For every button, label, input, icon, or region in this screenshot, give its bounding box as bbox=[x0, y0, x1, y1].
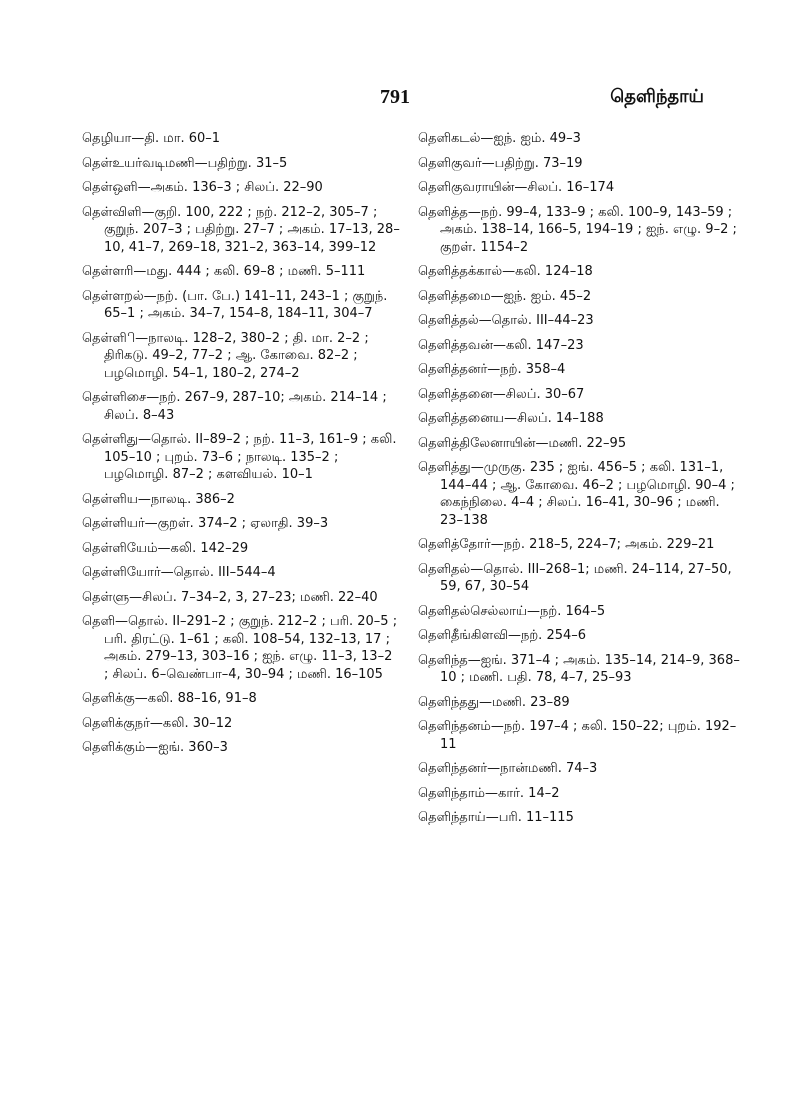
index-entry: தெளிக்கும்—ஐங். 360–3 bbox=[82, 740, 228, 755]
index-entry: தெள்ளிி—நாலடி. 128–2, 380–2 ; தி. மா. 2–2 ; திரிகடு. 49–2, 77–2 ; ஆ. கோவை. 82–2 ; பழமொழி. 54–1, 180–2, 274–2 bbox=[82, 330, 369, 381]
index-entry: தெள்ளியோர்—தொல். III–544–4 bbox=[82, 565, 276, 580]
index-entry: தெளிகுவராயின்—சிலப். 16–174 bbox=[418, 180, 615, 195]
index-entry: தெளிகடல்—ஐந். ஐம். 49–3 bbox=[418, 131, 581, 146]
index-entry: தெள்ளியேம்—கலி. 142–29 bbox=[82, 540, 249, 556]
index-entry: தெள்ஒளி—அகம். 136–3 ; சிலப். 22–90 bbox=[82, 180, 323, 195]
index-entry: தெளித்திலேனாயின்—மணி. 22–95 bbox=[418, 435, 627, 451]
index-entry: தெள்ளறல்—நற். (பா. பே.) 141–11, 243–1 ; குறுந். 65–1 ; அகம். 34–7, 154–8, 184–11, 304–7 bbox=[82, 288, 388, 321]
index-entry: தெளித்தவன்—கலி. 147–23 bbox=[418, 337, 584, 353]
index-entry: தெளிக்கு—கலி. 88–16, 91–8 bbox=[82, 691, 257, 706]
index-entry: தெளித்தோர்—நற். 218–5, 224–7; அகம். 229–21 bbox=[418, 537, 715, 552]
guide-word: தெளிந்தாய் bbox=[610, 86, 704, 107]
index-entry: தெளித்தனை—சிலப். 30–67 bbox=[418, 386, 585, 402]
index-entry: தெள்ளிய—நாலடி. 386–2 bbox=[82, 491, 235, 507]
index-entry: தெளிந்தனம்—நற். 197–4 ; கலி. 150–22; புறம். 192–11 bbox=[418, 719, 737, 752]
index-entry: தெள்ளியர்—குறள். 374–2 ; ஏலாதி. 39–3 bbox=[82, 516, 329, 531]
page-header bbox=[0, 86, 800, 116]
index-entry: தெளித்தமை—ஐந். ஐம். 45–2 bbox=[418, 288, 592, 304]
index-entry: தெள்உயர்வடிமணி—பதிற்று. 31–5 bbox=[82, 155, 288, 171]
index-entry: தெளி—தொல். II–291–2 ; குறுந். 212–2 ; பரி. 20–5 ; பரி. திரட்டு. 1–61 ; கலி. 108–54, 132–13, 17 ; அகம். 279–13, 303–16 ; ஐந். எழு. 11–3, 13–2 ; சிலப். 6–வெண்பா–4, 30–94 ; மணி. 16–105 bbox=[82, 614, 398, 682]
index-entry: தெளிந்த—ஐங். 371–4 ; அகம். 135–14, 214–9, 368–10 ; மணி. பதி. 78, 4–7, 25–93 bbox=[418, 652, 740, 685]
index-entry: தெளிந்தனர்—நான்மணி. 74–3 bbox=[418, 761, 598, 776]
index-entry: தெளிதல்—தொல். III–268–1; மணி. 24–114, 27–50, 59, 67, 30–54 bbox=[418, 561, 732, 594]
index-entry: தெளிந்தாய்—பரி. 11–115 bbox=[418, 810, 574, 825]
left-column bbox=[82, 130, 400, 764]
index-entry: தெளித்தல்—தொல். III–44–23 bbox=[418, 313, 594, 328]
index-entry: தெள்ளரி—மது. 444 ; கலி. 69–8 ; மணி. 5–111 bbox=[82, 264, 366, 279]
page-number: 791 bbox=[380, 86, 410, 108]
index-entry: தெளித்தனைய—சிலப். 14–188 bbox=[418, 411, 604, 426]
index-entry: தெளிந்தாம்—கார். 14–2 bbox=[418, 785, 560, 801]
index-entry: தெள்விளி—குறி. 100, 222 ; நற். 212–2, 305–7 ; குறுந். 207–3 ; பதிற்று. 27–7 ; அகம். 17–13, 28–10, 41–7, 269–18, 321–2, 363–14, 399–12 bbox=[82, 204, 400, 255]
index-entry: தெளித்து—முருகு. 235 ; ஐங். 456–5 ; கலி. 131–1, 144–44 ; ஆ. கோவை. 46–2 ; பழமொழி. 90–4 ; கைந்நிலை. 4–4 ; சிலப். 16–41, 30–96 ; மணி. 23–138 bbox=[418, 460, 735, 528]
index-entry: தெளிகுவர்—பதிற்று. 73–19 bbox=[418, 155, 583, 171]
right-column bbox=[418, 130, 740, 834]
index-entry: தெள்ளிசை—நற். 267–9, 287–10; அகம். 214–14 ; சிலப். 8–43 bbox=[82, 390, 387, 423]
index-entry: தெள்ளு—சிலப். 7–34–2, 3, 27–23; மணி. 22–40 bbox=[82, 589, 378, 605]
index-entry: தெளித்த—நற். 99–4, 133–9 ; கலி. 100–9, 143–59 ; அகம். 138–14, 166–5, 194–19 ; ஐந். எழு. 9–2 ; குறள். 1154–2 bbox=[418, 204, 737, 255]
index-entry: தெளிதீங்கிளவி—நற். 254–6 bbox=[418, 628, 587, 643]
index-entry: தெளிந்தது—மணி. 23–89 bbox=[418, 694, 570, 710]
index-entry: தெளிக்குநர்—கலி. 30–12 bbox=[82, 715, 233, 731]
index-entry: தெளிதல்செல்லாய்—நற். 164–5 bbox=[418, 603, 606, 619]
index-entry: தெள்ளிது—தொல். II–89–2 ; நற். 11–3, 161–9 ; கலி. 105–10 ; புறம். 73–6 ; நாலடி. 135–2 ; பழமொழி. 87–2 ; களவியல். 10–1 bbox=[82, 432, 397, 482]
index-entry: தெளித்தனர்—நற். 358–4 bbox=[418, 362, 566, 377]
index-entry: தெளித்தக்கால்—கலி. 124–18 bbox=[418, 264, 593, 279]
index-entry: தெழியா—தி. மா. 60–1 bbox=[82, 131, 221, 146]
